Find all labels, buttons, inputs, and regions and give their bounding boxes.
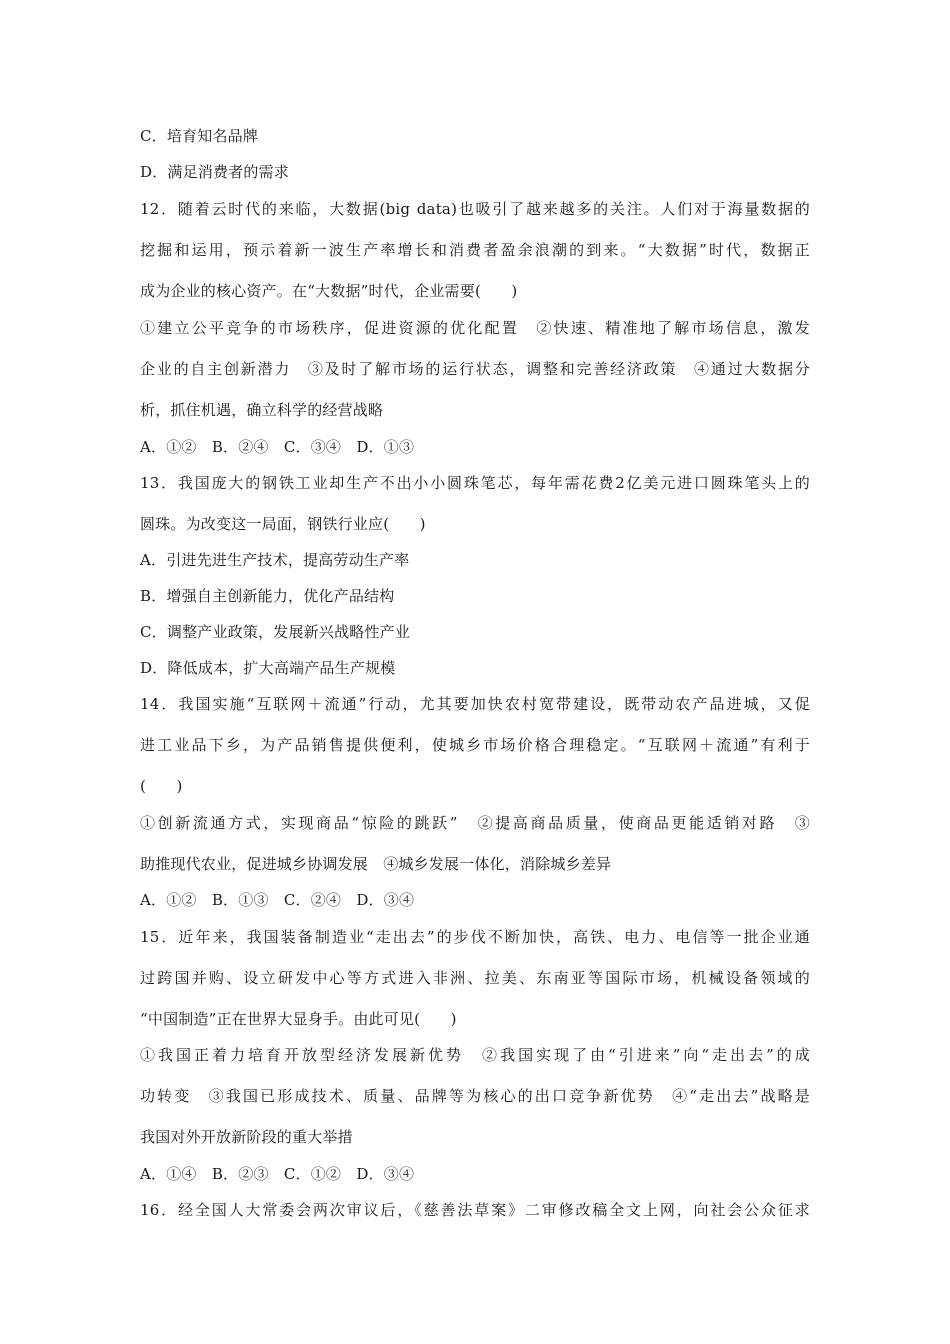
- question-15-statements-2: 功转变 ③我国已形成技术、质量、品牌等为核心的出口竞争新优势 ④“走出去”战略是: [140, 1087, 810, 1105]
- question-15-line-1: 15．近年来，我国装备制造业“走出去”的步伐不断加快，高铁、电力、电信等一批企业通: [140, 928, 810, 946]
- question-15-line-3: “中国制造”正在世界大显身手。由此可见( ): [140, 1010, 457, 1028]
- option-b-q13: B．增强自主创新能力，优化产品结构: [140, 587, 395, 605]
- question-12-options: A．①② B．②④ C．③④ D．①③: [140, 438, 415, 456]
- question-12-line-1: 12．随着云时代的来临，大数据(big data)也吸引了越来越多的关注。人们对于海量数据的: [140, 200, 810, 218]
- question-16-line-1: 16．经全国人大常委会两次审议后，《慈善法草案》二审修改稿全文上网，向社会公众征求: [140, 1201, 810, 1219]
- question-15-statements-3: 我国对外开放新阶段的重大举措: [140, 1128, 353, 1146]
- question-14-line-2: 进工业品下乡，为产品销售提供便利，使城乡市场价格合理稳定。“互联网＋流通”有利于: [140, 736, 810, 754]
- option-d-q11: D．满足消费者的需求: [140, 163, 290, 181]
- question-14-options: A．①② B．①③ C．②④ D．③④: [140, 891, 415, 909]
- question-12-statements-3: 析，抓住机遇，确立科学的经营战略: [140, 401, 384, 419]
- question-14-line-1: 14．我国实施“互联网＋流通”行动，尤其要加快农村宽带建设，既带动农产品进城，又促: [140, 695, 810, 713]
- question-14-line-3: ( ): [140, 777, 183, 795]
- question-12-statements-1: ①建立公平竞争的市场秩序，促进资源的优化配置 ②快速、精准地了解市场信息，激发: [140, 319, 810, 337]
- question-12-line-2: 挖掘和运用，预示着新一波生产率增长和消费者盈余浪潮的到来。“大数据”时代，数据正: [140, 241, 810, 259]
- question-15-statements-1: ①我国正着力培育开放型经济发展新优势 ②我国实现了由“引进来”向“走出去”的成: [140, 1046, 810, 1064]
- option-c-q13: C．调整产业政策，发展新兴战略性产业: [140, 623, 411, 641]
- question-14-statements-1: ①创新流通方式，实现商品“惊险的跳跃” ②提高商品质量，使商品更能适销对路 ③: [140, 814, 810, 832]
- question-15-options: A．①④ B．②③ C．①② D．③④: [140, 1165, 415, 1183]
- option-d-q13: D．降低成本，扩大高端产品生产规模: [140, 659, 396, 677]
- option-c-q11: C．培育知名品牌: [140, 127, 259, 145]
- option-a-q13: A．引进先进生产技术，提高劳动生产率: [140, 551, 410, 569]
- question-14-statements-2: 助推现代农业，促进城乡协调发展 ④城乡发展一体化，消除城乡差异: [140, 855, 612, 873]
- question-12-statements-2: 企业的自主创新潜力 ③及时了解市场的运行状态，调整和完善经济政策 ④通过大数据分: [140, 360, 810, 378]
- question-15-line-2: 过跨国并购、设立研发中心等方式进入非洲、拉美、东南亚等国际市场，机械设备领域的: [140, 969, 810, 987]
- question-12-line-3: 成为企业的核心资产。在“大数据”时代，企业需要( ): [140, 282, 518, 300]
- question-13-line-1: 13．我国庞大的钢铁工业却生产不出小小圆珠笔芯，每年需花费2亿美元进口圆珠笔头上的: [140, 474, 810, 492]
- question-13-line-2: 圆珠。为改变这一局面，钢铁行业应( ): [140, 515, 426, 533]
